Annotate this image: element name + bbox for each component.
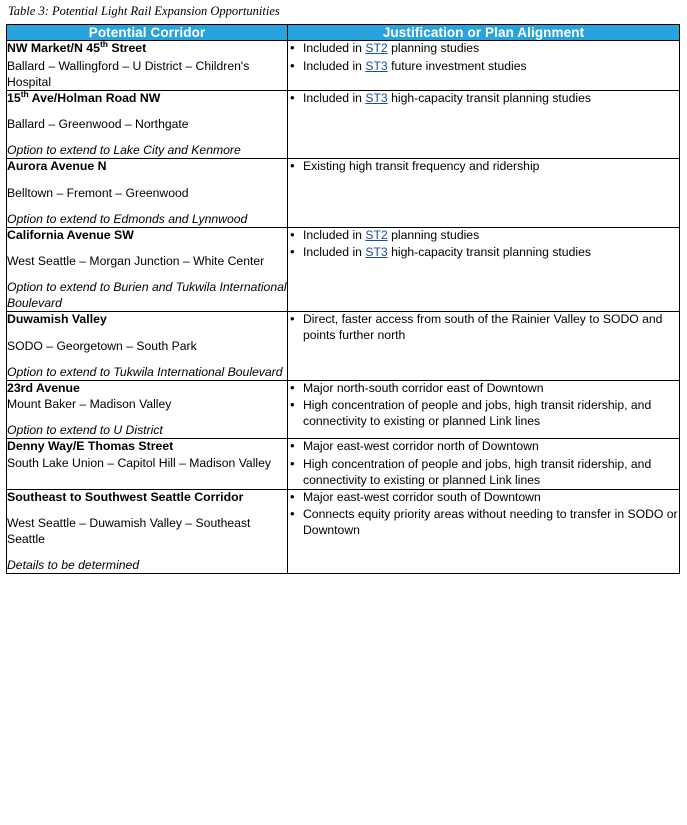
justification-cell (288, 380, 680, 439)
corridor-cell (7, 489, 288, 574)
st3-link[interactable]: ST3 (365, 58, 388, 73)
table-row (7, 312, 680, 381)
corridor-cell (7, 159, 288, 228)
corridor-stations: South Lake Union – Capitol Hill – Madison Valley (7, 455, 271, 470)
bullet-text-pre: Included in (303, 245, 366, 260)
justification-cell (288, 90, 680, 159)
st3-link[interactable]: ST3 (365, 245, 388, 260)
list-item (288, 91, 679, 107)
corridor-note: Option to extend to Edmonds and Lynnwood (7, 211, 248, 226)
corridor-stations: Belltown – Fremont – Greenwood (7, 185, 189, 200)
corridor-stations: Ballard – Wallingford – U District – Children's Hospital (7, 58, 250, 89)
bullet-text-pre: Included in (303, 58, 366, 73)
bullet-text: High concentration of people and jobs, high transit ridership, and connectivity to existing or planned Link lines (303, 457, 652, 487)
bullet-text-post: future investment studies (387, 58, 527, 73)
justification-list (288, 490, 679, 539)
bullet-text-pre: Included in (303, 227, 366, 242)
bullet-text-post: planning studies (387, 227, 480, 242)
corridor-note: Details to be determined (7, 558, 140, 573)
bullet-text: Connects equity priority areas without needing to transfer in SODO or Downtown (303, 507, 678, 538)
table-caption: Table 3: Potential Light Rail Expansion Opportunities (8, 4, 280, 18)
list-item (288, 228, 679, 244)
list-item (288, 398, 679, 430)
st2-link[interactable]: ST2 (365, 227, 388, 242)
table-row (7, 41, 680, 91)
light-rail-expansion-table (6, 24, 680, 574)
table-row (7, 159, 680, 228)
list-item (288, 507, 679, 539)
list-item (288, 159, 679, 175)
justification-cell (288, 227, 680, 312)
bullet-text: Major east-west corridor south of Downtown (303, 489, 541, 504)
list-item (288, 457, 679, 489)
justification-list (288, 41, 679, 75)
corridor-cell (7, 380, 288, 439)
justification-list (288, 439, 679, 488)
bullet-text-post: high-capacity transit planning studies (387, 245, 591, 260)
list-item (288, 439, 679, 455)
justification-cell (288, 439, 680, 489)
justification-list (288, 91, 679, 107)
bullet-text-post: planning studies (387, 41, 480, 55)
bullet-text: Direct, faster access from south of the Rainier Valley to SODO and points further north (303, 312, 663, 342)
list-item (288, 245, 679, 261)
ordinal-suffix: th (99, 38, 108, 49)
table-row (7, 90, 680, 159)
list-item (288, 59, 679, 75)
st3-link[interactable]: ST3 (365, 90, 388, 105)
table-body (7, 38, 680, 574)
corridor-cell (7, 439, 288, 489)
corridor-note: Option to extend to Burien and Tukwila International Boulevard (7, 280, 287, 310)
corridor-stations: West Seattle – Duwamish Valley – Southeast Seattle (7, 516, 251, 547)
corridor-cell (7, 227, 288, 312)
bullet-text: Existing high transit frequency and ridership (303, 159, 540, 173)
table-row (7, 380, 680, 439)
corridor-name: Southeast to Southwest Seattle Corridor (7, 489, 244, 504)
bullet-text-pre: Included in (303, 90, 366, 105)
corridor-stations: Mount Baker – Madison Valley (7, 397, 172, 411)
corridor-note: Option to extend to Lake City and Kenmore (7, 143, 241, 157)
bullet-text-pre: Included in (303, 41, 366, 55)
corridor-note: Option to extend to U District (7, 423, 163, 438)
list-item (288, 490, 679, 506)
corridor-cell (7, 38, 288, 91)
bullet-text: High concentration of people and jobs, high transit ridership, and connectivity to existing or planned Link lines (303, 398, 652, 429)
corridor-name: NW Market/N 45th Street (7, 38, 147, 55)
corridor-cell (7, 312, 288, 381)
justification-cell (288, 312, 680, 381)
ordinal-suffix: th (20, 88, 29, 99)
corridor-name: California Avenue SW (7, 227, 134, 242)
st2-link[interactable]: ST2 (365, 41, 388, 55)
bullet-text: Major east-west corridor north of Downtown (303, 439, 539, 454)
corridor-stations: West Seattle – Morgan Junction – White Center (7, 254, 265, 268)
table-row (7, 489, 680, 574)
corridor-note: Option to extend to Tukwila International Boulevard (7, 364, 283, 379)
corridor-stations: SODO – Georgetown – South Park (7, 338, 197, 353)
table-row (7, 227, 680, 312)
list-item (288, 41, 679, 57)
justification-list (288, 228, 679, 262)
corridor-name: Duwamish Valley (7, 312, 107, 326)
bullet-text: Major north-south corridor east of Downtown (303, 380, 544, 395)
corridor-name: Denny Way/E Thomas Street (7, 439, 174, 454)
justification-list (288, 381, 679, 430)
justification-list (288, 159, 679, 175)
corridor-name: Aurora Avenue N (7, 159, 107, 173)
justification-cell (288, 489, 680, 574)
justification-cell (288, 41, 680, 91)
column-header-justification: Justification or Plan Alignment (288, 25, 680, 41)
justification-cell (288, 159, 680, 228)
column-header-corridor: Potential Corridor (7, 25, 288, 41)
list-item (288, 381, 679, 397)
bullet-text-post: high-capacity transit planning studies (387, 90, 591, 105)
table-row (7, 439, 680, 489)
corridor-stations: Ballard – Greenwood – Northgate (7, 117, 189, 131)
list-item (288, 312, 679, 344)
corridor-cell (7, 90, 288, 159)
justification-list (288, 312, 679, 344)
corridor-name: 15th Ave/Holman Road NW (7, 88, 161, 105)
corridor-name: 23rd Avenue (7, 380, 80, 395)
